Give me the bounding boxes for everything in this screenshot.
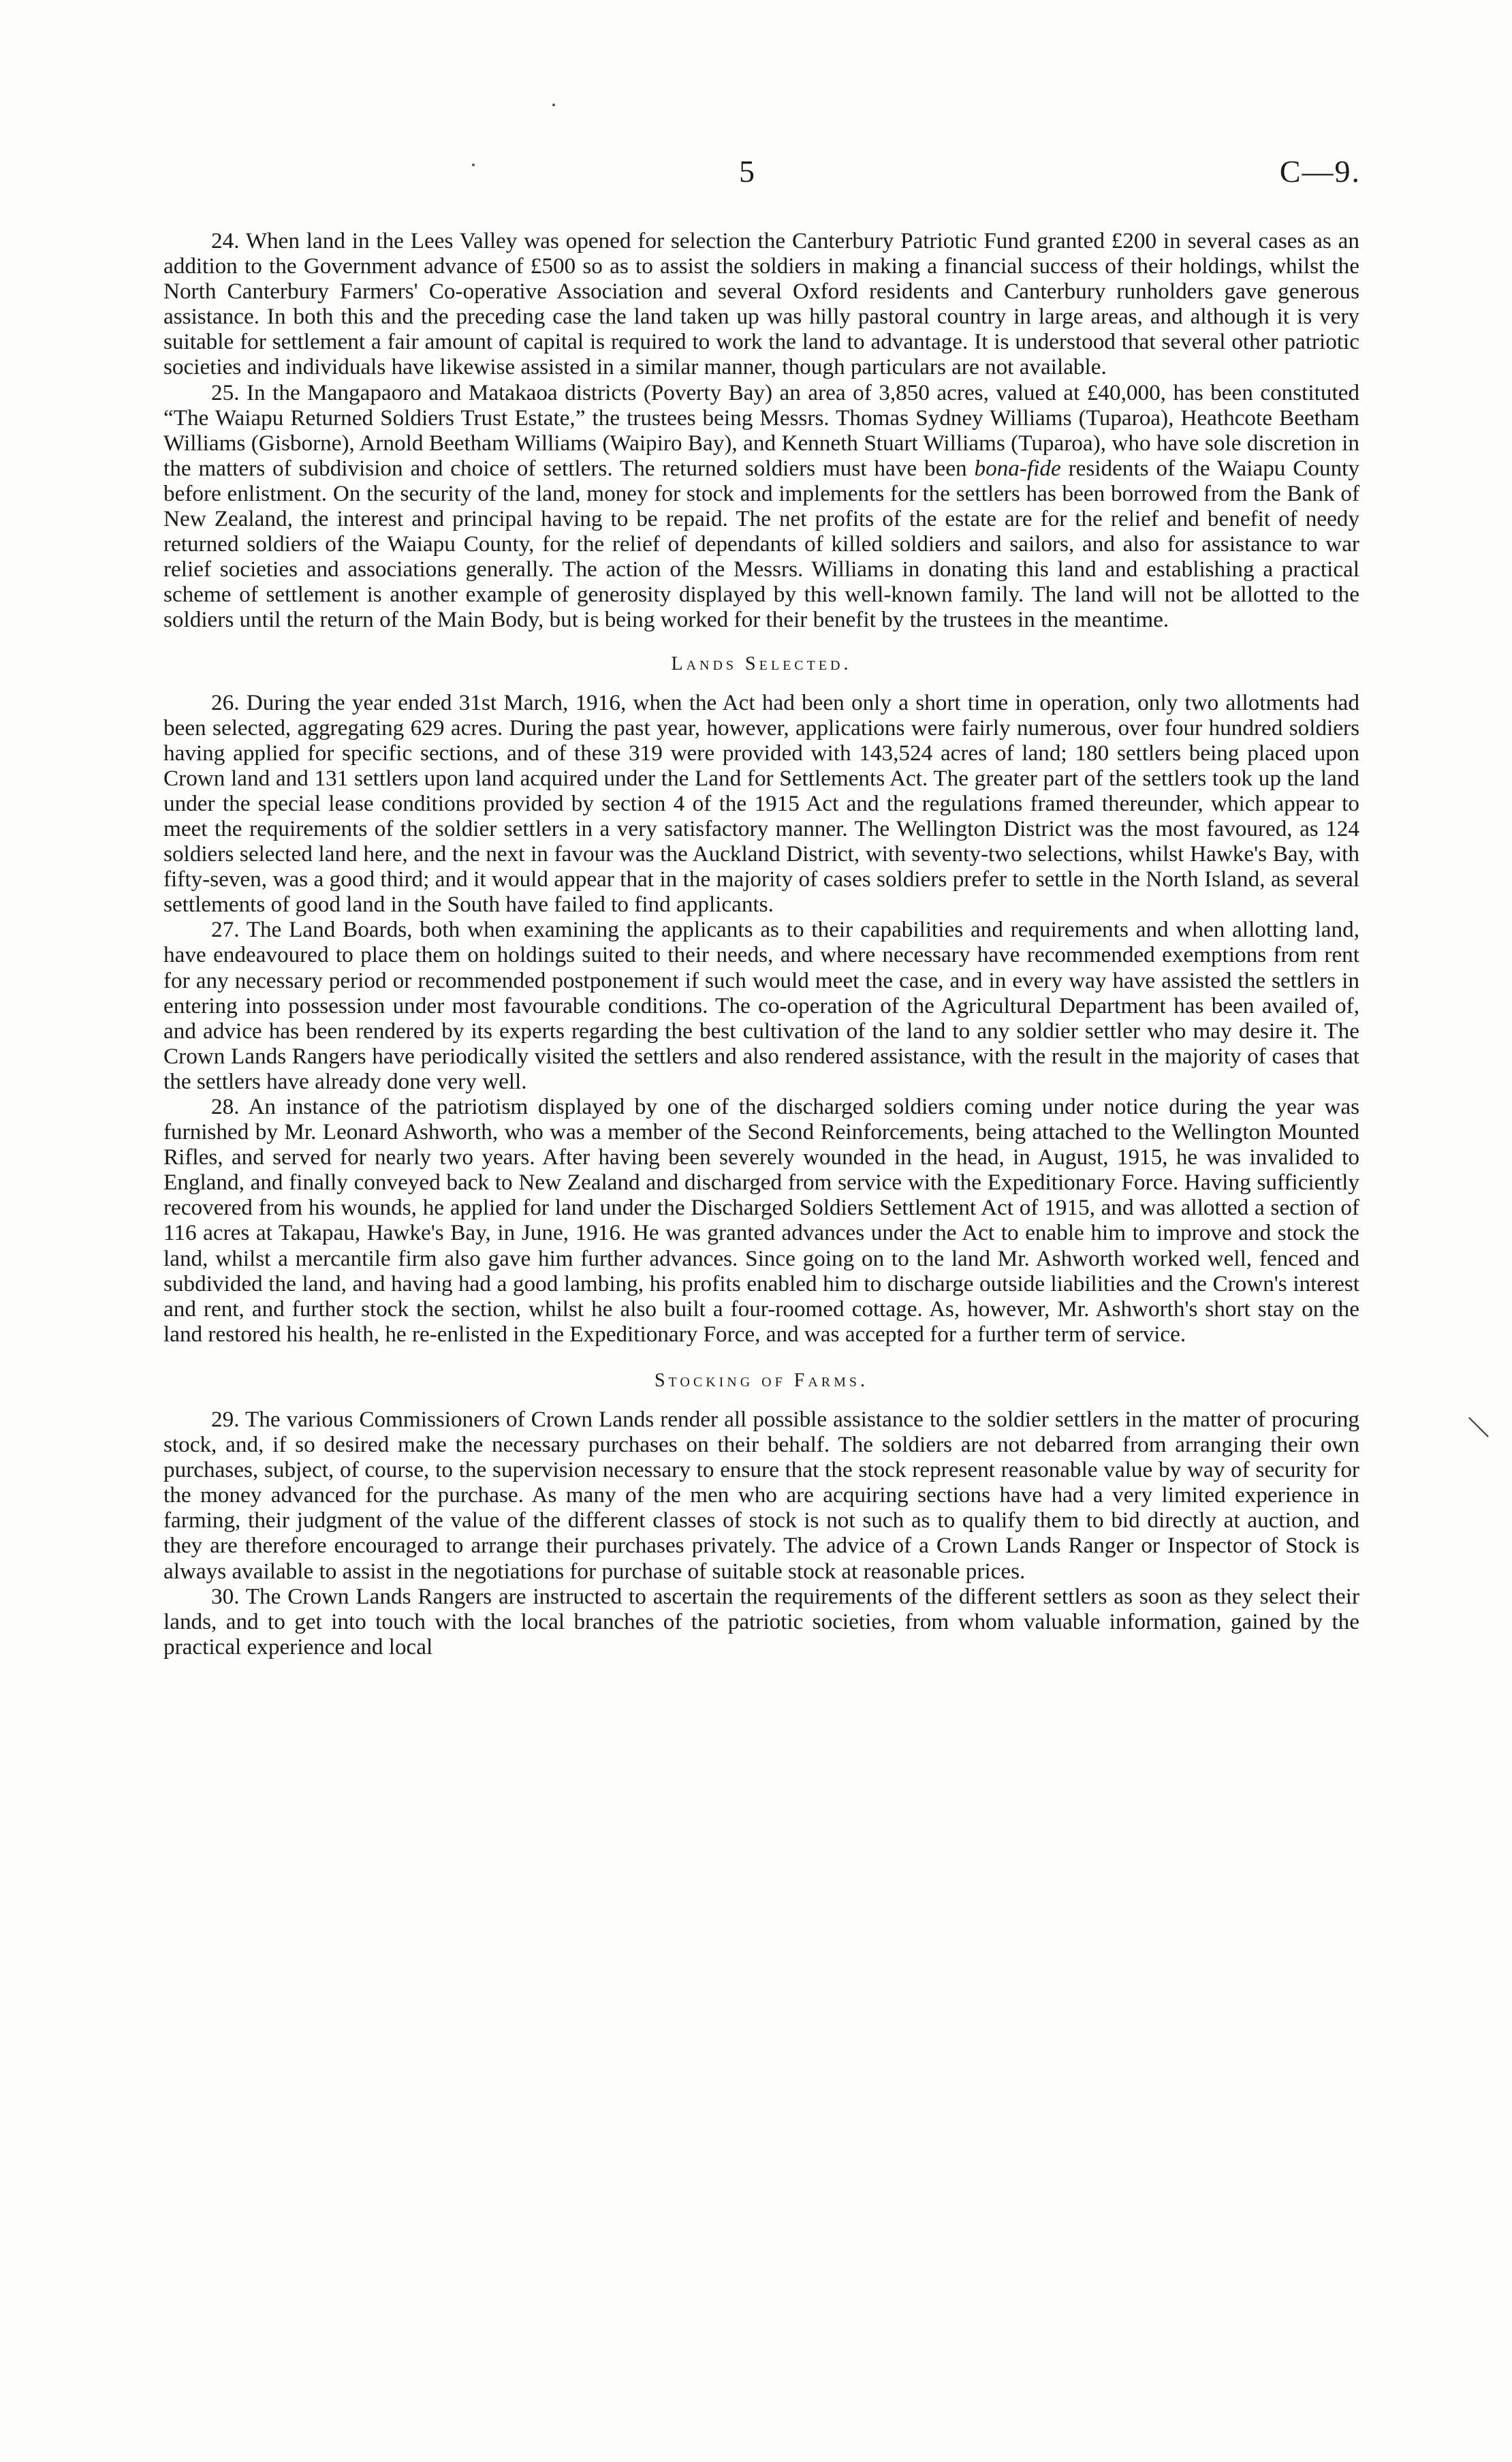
margin-pen-mark [1468, 1417, 1489, 1437]
document-body [163, 228, 1359, 1659]
paragraph-25-part-1: 25. In the Mangapaoro and Matakaoa districts (Poverty Bay) an area of 3,850 acres, valued at £40,000, has been constituted “The Waiapu Returned Soldiers Trust Estate,” the trustees being Messrs. Thomas Sydney Williams (Tuparoa), Heathcote Beetham Williams (Gisborne), Arnold Beetham Williams (Waipiro Bay), and Kenneth Stuart Williams (Tuparoa), who have sole discretion in the matters of subdivision and choice of settlers. The returned soldiers must have been [163, 379, 1359, 481]
paragraph-26: 26. During the year ended 31st March, 1916, when the Act had been only a short time in operation, only two allotments had been selected, aggregating 629 acres. During the past year, however, applications were fairly numerous, over four hundred soldiers having applied for specific sections, and of these 319 were provided with 143,524 acres of land; 180 settlers being placed upon Crown land and 131 settlers upon land acquired under the Land for Settlements Act. The greater part of the settlers took up the land under the special lease conditions provided by section 4 of the 1915 Act and the regulations framed thereunder, which appear to meet the requirements of the soldier settlers in a very satisfactory manner. The Wellington District was the most favoured, as 124 soldiers selected land here, and the next in favour was the Auckland District, with seventy-two selections, whilst Hawke's Bay, with fifty-seven, was a good third; and it would appear that in the majority of cases soldiers prefer to settle in the North Island, as several settlements of good land in the South have failed to find applicants. [163, 689, 1359, 918]
page-number: 5 [739, 154, 755, 189]
page-header [0, 153, 1512, 201]
paragraph-25-italic: bona-fide [974, 455, 1061, 481]
section-heading-lands-selected: Lands Selected. [671, 653, 852, 674]
paragraph-27: 27. The Land Boards, both when examining the applicants as to their capabilities and requirements and when allotting land, have endeavoured to place them on holdings suited to their needs, and where necessary have recommended exemptions from rent for any necessary period or recommended postponement if such would meet the case, and in every way have assisted the settlers in entering into possession under most favourable conditions. The co-operation of the Agricultural Department has been availed of, and advice has been rendered by its experts regarding the best cultivation of the land to any soldier settler who may desire it. The Crown Lands Rangers have periodically visited the settlers and also rendered assistance, with the result in the majority of cases that the settlers have already done very well. [163, 917, 1359, 1094]
paragraph-25 [163, 380, 1359, 633]
paragraph-24: 24. When land in the Lees Valley was opened for selection the Canterbury Patriotic Fund granted £200 in several cases as an addition to the Government advance of £500 so as to assist the soldiers in making a financial success of their holdings, whilst the North Canterbury Farmers' Co-operative Association and several Oxford residents and Canterbury runholders gave generous assistance. In both this and the preceding case the land taken up was hilly pastoral country in large areas, and although it is very suitable for settlement a fair amount of capital is required to work the land to advantage. It is understood that several other patriotic societies and individuals have likewise assisted in a similar manner, though particulars are not available. [163, 228, 1359, 380]
paragraph-28: 28. An instance of the patriotism displayed by one of the discharged soldiers coming under notice during the year was furnished by Mr. Leonard Ashworth, who was a member of the Second Reinforcements, being attached to the Wellington Mounted Rifles, and served for nearly two years. After having been severely wounded in the head, in August, 1915, he was invalided to England, and finally conveyed back to New Zealand and discharged from service with the Expeditionary Force. Having sufficiently recovered from his wounds, he applied for land under the Discharged Soldiers Settlement Act of 1915, and was allotted a section of 116 acres at Takapau, Hawke's Bay, in June, 1916. He was granted advances under the Act to enable him to improve and stock the land, whilst a mercantile firm also gave him further advances. Since going on to the land Mr. Ashworth worked well, fenced and subdivided the land, and having had a good lambing, his profits enabled him to discharge outside liabilities and the Crown's interest and rent, and further stock the section, whilst he also built a four-roomed cottage. As, however, Mr. Ashworth's short stay on the land restored his health, he re-enlisted in the Expeditionary Force, and was accepted for a further term of service. [163, 1094, 1359, 1347]
paragraph-29: 29. The various Commissioners of Crown Lands render all possible assistance to the soldier settlers in the matter of procuring stock, and, if so desired make the necessary purchases on their behalf. The soldiers are not debarred from arranging their own purchases, subject, of course, to the supervision necessary to ensure that the stock represent reasonable value by way of security for the money advanced for the purchase. As many of the men who are acquiring sections have had a very limited experience in farming, their judgment of the value of the different classes of stock is not such as to qualify them to bid directly at auction, and they are therefore encouraged to arrange their purchases privately. The advice of a Crown Lands Ranger or Inspector of Stock is always available to assist in the negotiations for purchase of suitable stock at reasonable prices. [163, 1406, 1359, 1584]
document-reference: C—9. [1279, 154, 1361, 189]
scan-speck [552, 104, 555, 106]
paragraph-25-part-2: residents of the Waiapu County before enlistment. On the security of the land, money for stock and implements for the settlers has been borrowed from the Bank of New Zealand, the interest and principal having to be repaid. The net profits of the estate are for the relief and benefit of needy returned soldiers of the Waiapu County, for the relief of dependants of killed soldiers and sailors, and also for assistance to war relief societies and associations generally. The action of the Messrs. Williams in donating this land and establishing a practical scheme of settlement is another example of generosity displayed by this well-known family. The land will not be allotted to the soldiers until the return of the Main Body, but is being worked for their benefit by the trustees in the meantime. [163, 455, 1359, 633]
paragraph-30: 30. The Crown Lands Rangers are instructed to ascertain the requirements of the different settlers as soon as they select their lands, and to get into touch with the local branches of the patriotic societies, from whom valuable information, gained by the practical experience and local [163, 1583, 1359, 1659]
section-heading-stocking-of-farms: Stocking of Farms. [654, 1369, 869, 1391]
